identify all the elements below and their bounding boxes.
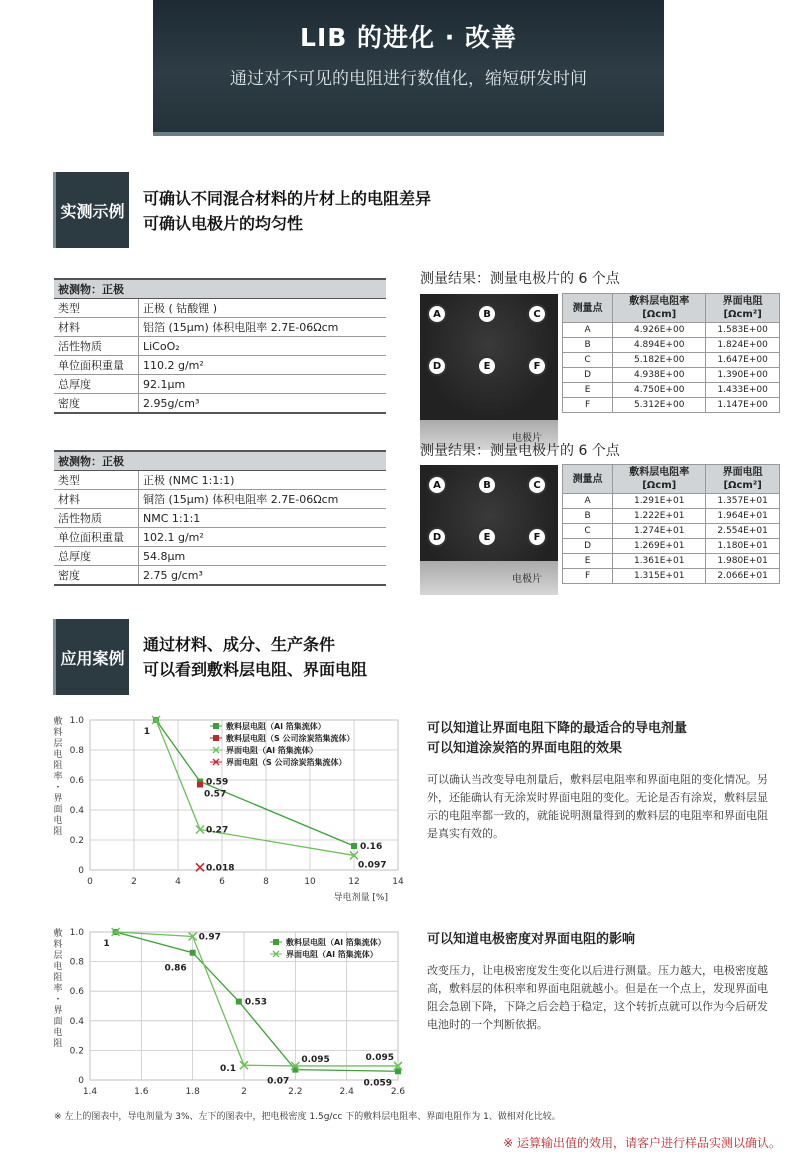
data-point-square bbox=[351, 843, 357, 849]
y-axis-label-char: 率 bbox=[53, 984, 63, 994]
data-label: 0.095 bbox=[301, 1054, 330, 1065]
y-tick-label: 0.8 bbox=[69, 957, 84, 968]
point-marker: D bbox=[427, 356, 447, 376]
data-label: 0.86 bbox=[164, 963, 187, 974]
data-point-square bbox=[197, 782, 203, 788]
spec-key: 材料 bbox=[54, 318, 139, 337]
x-tick-label: 12 bbox=[348, 877, 360, 887]
y-tick-label: 1.0 bbox=[69, 928, 84, 938]
page-title: LIB 的进化 · 改善 bbox=[300, 23, 517, 52]
x-tick-label: 1.8 bbox=[185, 1087, 200, 1097]
section-line: 通过材料、成分、生产条件 bbox=[143, 635, 336, 654]
table-row: B 1.222E+01 1.964E+01 bbox=[563, 509, 780, 524]
point-marker: C bbox=[527, 304, 547, 324]
spec-head: 被测物：正极 bbox=[54, 451, 386, 471]
electrode-sheet-image bbox=[420, 294, 558, 450]
col-header: 测量点 bbox=[563, 294, 613, 323]
y-tick-label: 0.2 bbox=[69, 1046, 84, 1057]
data-label: 0.57 bbox=[204, 789, 227, 800]
section-heading-application bbox=[143, 632, 367, 682]
spec-key: 总厚度 bbox=[54, 375, 139, 394]
measurement-table-2 bbox=[562, 464, 780, 584]
data-point-square bbox=[190, 950, 196, 956]
data-label: 0.018 bbox=[206, 863, 235, 874]
y-tick-label: 1.0 bbox=[69, 716, 84, 726]
legend-label: 界面电阻（S 公司涂炭箔集流体） bbox=[226, 758, 347, 767]
chart-electrode-density bbox=[48, 922, 420, 1100]
legend-label: 敷料层电阻（Al 箔集流体） bbox=[226, 722, 326, 731]
data-label: 0.27 bbox=[206, 825, 229, 836]
spec-key: 密度 bbox=[54, 566, 139, 586]
spec-key: 类型 bbox=[54, 299, 139, 318]
col-header: 界面电阻 [Ωcm²] bbox=[706, 465, 780, 494]
spec-key: 单位面积重量 bbox=[54, 528, 139, 547]
section-line: 可以看到敷料层电阻、界面电阻 bbox=[143, 660, 368, 679]
table-row: A 1.291E+01 1.357E+01 bbox=[563, 494, 780, 509]
y-tick-label: 0.4 bbox=[69, 1016, 84, 1027]
measurement-table-1 bbox=[562, 293, 780, 413]
y-tick-label: 0.4 bbox=[69, 806, 84, 816]
point-marker: C bbox=[527, 475, 547, 495]
y-axis-label-char: 料 bbox=[53, 940, 63, 950]
section-line: 可确认电极片的均匀性 bbox=[143, 214, 304, 233]
y-axis-label-char: 电 bbox=[53, 750, 63, 760]
data-label: 0.59 bbox=[206, 777, 229, 788]
table-row: B 4.894E+00 1.824E+00 bbox=[563, 338, 780, 353]
spec-value: 正极 (NMC 1:1:1) bbox=[139, 471, 387, 490]
legend-label: 敷料层电阻（S 公司涂炭箔集流体） bbox=[226, 734, 355, 743]
spec-value: 铜箔 (15μm) 体积电阻率 2.7E-06Ωcm bbox=[139, 490, 387, 509]
y-axis-label-char: 阻 bbox=[53, 761, 63, 771]
table-row: A 4.926E+00 1.583E+00 bbox=[563, 323, 780, 338]
spec-value: LiCoO₂ bbox=[139, 337, 387, 356]
sheet-label: 电极片 bbox=[420, 561, 558, 595]
y-tick-label: 0.8 bbox=[69, 746, 84, 756]
x-tick-label: 8 bbox=[263, 877, 269, 887]
spec-value: 2.75 g/cm³ bbox=[139, 566, 387, 586]
section-tag-application: 应用案例 bbox=[53, 619, 129, 695]
data-label: 0.095 bbox=[365, 1052, 394, 1063]
point-marker: E bbox=[477, 356, 497, 376]
x-tick-label: 2.2 bbox=[288, 1087, 303, 1097]
col-header: 敷料层电阻率 [Ωcm] bbox=[613, 294, 706, 323]
y-axis-label-char: 面 bbox=[53, 805, 63, 815]
spec-head: 被测物：正极 bbox=[54, 279, 386, 299]
x-tick-label: 2.4 bbox=[339, 1087, 354, 1097]
y-axis-label-char: 电 bbox=[53, 1028, 63, 1038]
table-row: C 1.274E+01 2.554E+01 bbox=[563, 524, 780, 539]
spec-table-2 bbox=[54, 450, 386, 586]
x-tick-label: 1.6 bbox=[134, 1087, 149, 1097]
legend-marker bbox=[213, 735, 219, 741]
explain-block-1 bbox=[427, 719, 777, 843]
measurement-title: 测量结果：测量电极片的 6 个点 bbox=[420, 443, 620, 459]
x-axis-label: 导电剂量 [%] bbox=[333, 893, 388, 903]
col-header: 界面电阻 [Ωcm²] bbox=[706, 294, 780, 323]
col-header: 测量点 bbox=[563, 465, 613, 494]
section-line: 可确认不同混合材料的片材上的电阻差异 bbox=[143, 189, 432, 208]
spec-key: 材料 bbox=[54, 490, 139, 509]
point-marker: A bbox=[427, 304, 447, 324]
chart-conductive-agent bbox=[48, 712, 420, 908]
page-header bbox=[153, 0, 664, 136]
data-label: 0.097 bbox=[358, 860, 387, 871]
explain-block-2 bbox=[427, 930, 777, 1034]
y-axis-label-char: ・ bbox=[53, 995, 63, 1005]
data-point-square bbox=[395, 1068, 401, 1074]
spec-table-1 bbox=[54, 278, 386, 414]
spec-key: 总厚度 bbox=[54, 547, 139, 566]
point-marker: E bbox=[477, 527, 497, 547]
data-label: 0.16 bbox=[360, 842, 383, 852]
spec-key: 密度 bbox=[54, 394, 139, 414]
x-tick-label: 2 bbox=[131, 877, 137, 887]
disclaimer: ※ 运算输出值的效用，请客户进行样品实测以确认。 bbox=[503, 1136, 781, 1150]
data-point-square bbox=[236, 999, 242, 1005]
spec-value: 110.2 g/m² bbox=[139, 356, 387, 375]
spec-key: 类型 bbox=[54, 471, 139, 490]
y-tick-label: 0.6 bbox=[69, 776, 84, 786]
y-tick-label: 0.6 bbox=[69, 987, 84, 998]
table-row: F 1.315E+01 2.066E+01 bbox=[563, 569, 780, 584]
x-tick-label: 2 bbox=[241, 1087, 247, 1097]
y-axis-label-char: 层 bbox=[53, 951, 63, 961]
data-label: 0.53 bbox=[244, 997, 268, 1008]
y-axis-label-char: 敷 bbox=[53, 929, 63, 939]
spec-value: 92.1μm bbox=[139, 375, 387, 394]
measurement-title: 测量结果：测量电极片的 6 个点 bbox=[420, 271, 620, 287]
explain-heading: 可以知道涂炭箔的界面电阻的效果 bbox=[427, 741, 623, 756]
spec-key: 活性物质 bbox=[54, 509, 139, 528]
spec-key: 单位面积重量 bbox=[54, 356, 139, 375]
y-axis-label-char: 电 bbox=[53, 962, 63, 972]
table-row: E 1.361E+01 1.980E+01 bbox=[563, 554, 780, 569]
data-label: 0.97 bbox=[198, 932, 221, 943]
table-row: D 4.938E+00 1.390E+00 bbox=[563, 368, 780, 383]
section-heading-measured bbox=[143, 186, 431, 236]
x-tick-label: 1.4 bbox=[82, 1087, 98, 1097]
y-axis-label-char: 敷 bbox=[53, 717, 63, 727]
spec-value: 54.8μm bbox=[139, 547, 387, 566]
y-axis-label-char: 界 bbox=[53, 1006, 63, 1016]
spec-value: 2.95g/cm³ bbox=[139, 394, 387, 414]
table-row: C 5.182E+00 1.647E+00 bbox=[563, 353, 780, 368]
data-label: 1 bbox=[103, 939, 110, 949]
legend-label: 敷料层电阻（Al 箔集流体） bbox=[286, 938, 386, 947]
point-marker: F bbox=[527, 356, 547, 376]
spec-value: 正极 ( 钴酸锂 ) bbox=[139, 299, 387, 318]
legend-marker bbox=[273, 939, 279, 945]
y-tick-label: 0 bbox=[78, 1076, 84, 1086]
y-axis-label-char: 电 bbox=[53, 816, 63, 826]
explain-body: 改变压力，让电极密度发生变化以后进行测量。压力越大，电极密度越高，敷料层的体积率和界面电阻就越小。但是在一个点上，发现界面电阻会急剧下降，下降之后会趋于稳定，这个转折点就可以作为今后研发电池时的一个判断依据。 bbox=[427, 964, 768, 1031]
electrode-sheet-image bbox=[420, 465, 558, 621]
y-axis-label-char: 阻 bbox=[53, 973, 63, 983]
y-axis-label-char: 层 bbox=[53, 739, 63, 749]
data-label: 1 bbox=[143, 727, 150, 737]
spec-value: 102.1 g/m² bbox=[139, 528, 387, 547]
sheet-label: 电极片 bbox=[420, 420, 558, 450]
table-row: E 4.750E+00 1.433E+00 bbox=[563, 383, 780, 398]
y-axis-label-char: 面 bbox=[53, 1017, 63, 1027]
point-marker: B bbox=[477, 304, 497, 324]
col-header: 敷料层电阻率 [Ωcm] bbox=[613, 465, 706, 494]
legend-marker bbox=[213, 723, 219, 729]
y-tick-label: 0 bbox=[78, 866, 84, 876]
y-axis-label-char: ・ bbox=[53, 783, 63, 793]
data-label: 0.07 bbox=[267, 1076, 290, 1087]
x-tick-label: 0 bbox=[87, 877, 93, 887]
table-row: F 5.312E+00 1.147E+00 bbox=[563, 398, 780, 413]
table-row: D 1.269E+01 1.180E+01 bbox=[563, 539, 780, 554]
legend-label: 界面电阻（Al 箔集流体） bbox=[226, 746, 318, 755]
y-axis-label-char: 阻 bbox=[53, 1039, 63, 1049]
point-marker: D bbox=[427, 527, 447, 547]
legend-label: 界面电阻（Al 箔集流体） bbox=[286, 950, 378, 959]
y-axis-label-char: 界 bbox=[53, 794, 63, 804]
x-tick-label: 14 bbox=[392, 877, 404, 887]
y-axis-label-char: 阻 bbox=[53, 827, 63, 837]
explain-heading: 可以知道让界面电阻下降的最适合的导电剂量 bbox=[427, 721, 688, 736]
point-marker: F bbox=[527, 527, 547, 547]
explain-body: 可以确认当改变导电剂量后，敷料层电阻率和界面电阻的变化情况。另外，还能确认有无涂炭时界面电阻的变化。无论是否有涂炭，敷料层显示的电阻率都一致的，就能说明测量得到的敷料层的电阻率和界面电阻是真实有效的。 bbox=[427, 773, 768, 840]
point-marker: A bbox=[427, 475, 447, 495]
y-axis-label-char: 率 bbox=[53, 772, 63, 782]
x-tick-label: 6 bbox=[219, 877, 225, 887]
spec-key: 活性物质 bbox=[54, 337, 139, 356]
page-subtitle: 通过对不可见的电阻进行数值化，缩短研发时间 bbox=[230, 69, 587, 89]
spec-value: 铝箔 (15μm) 体积电阻率 2.7E-06Ωcm bbox=[139, 318, 387, 337]
spec-value: NMC 1:1:1 bbox=[139, 509, 387, 528]
y-axis-label-char: 料 bbox=[53, 728, 63, 738]
section-tag-measured: 实测示例 bbox=[53, 172, 129, 248]
data-label: 0.1 bbox=[220, 1064, 236, 1075]
y-tick-label: 0.2 bbox=[69, 836, 84, 846]
x-tick-label: 4 bbox=[175, 877, 181, 887]
footnote: ※ 左上的图表中，导电剂量为 3%、左下的图表中，把电极密度 1.5g/cc 下的敷料层电阻率、界面电阻作为 1、做相对化比较。 bbox=[54, 1112, 561, 1122]
explain-heading: 可以知道电极密度对界面电阻的影响 bbox=[427, 932, 636, 947]
point-marker: B bbox=[477, 475, 497, 495]
x-tick-label: 10 bbox=[304, 877, 316, 887]
x-tick-label: 2.6 bbox=[390, 1087, 406, 1097]
data-label: 0.059 bbox=[363, 1078, 392, 1089]
